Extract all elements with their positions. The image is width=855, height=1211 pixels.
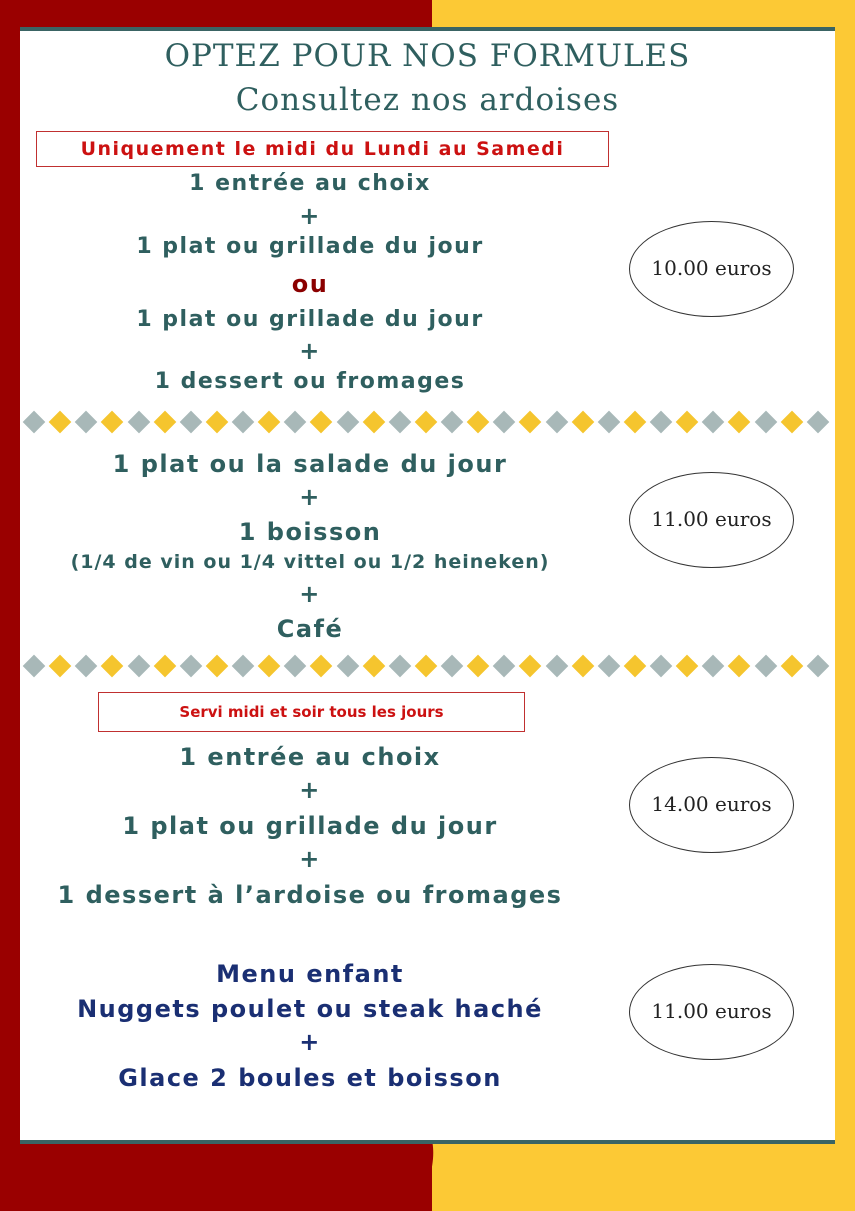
diamond-ornament [754,655,777,678]
plus-sign: + [299,776,321,804]
diamond-ornament [493,655,516,678]
diamond-ornament [127,411,150,434]
menu-line: 1 boisson [238,518,382,546]
kids-menu-line: Glace 2 boules et boisson [118,1064,502,1092]
page-subtitle: Consultez nos ardoises [235,82,620,118]
diamond-ornament [571,411,594,434]
diamond-ornament [362,655,385,678]
drink-options-note: (1/4 de vin ou 1/4 vittel ou 1/2 heineken) [70,551,550,573]
diamond-ornament [728,655,751,678]
plus-sign: + [299,580,321,608]
menu-line: 1 plat ou la salade du jour [112,450,508,478]
all-days-notice: Servi midi et soir tous les jours [98,692,525,732]
diamond-ornament [702,411,725,434]
diamond-ornament [75,411,98,434]
diamond-ornament [676,411,699,434]
menu-line: 1 entrée au choix [189,171,431,196]
diamond-ornament [179,411,202,434]
diamond-ornament [232,411,255,434]
diamond-ornament [310,655,333,678]
diamond-ornament [519,411,542,434]
menu-line: 1 entrée au choix [179,743,441,771]
diamond-ornament [519,655,542,678]
diamond-ornament [362,411,385,434]
ou-separator: ou [291,270,329,298]
diamond-ornament [101,655,124,678]
menu-line: 1 plat ou grillade du jour [136,307,484,332]
price-badge: 11.00 euros [629,472,794,568]
bottom-rule [20,1140,835,1144]
diamond-ornament [284,655,307,678]
diamond-ornament [702,655,725,678]
diamond-ornament [493,411,516,434]
diamond-ornament [23,655,46,678]
diamond-ornament [597,411,620,434]
diamond-ornament [806,411,829,434]
plus-sign: + [299,202,321,230]
menu-line: 1 plat ou grillade du jour [122,812,498,840]
kids-menu-line: Nuggets poulet ou steak haché [77,995,543,1023]
diamond-ornament [780,411,803,434]
price-badge: 11.00 euros [629,964,794,1060]
menu-line: 1 plat ou grillade du jour [136,234,484,259]
menu-line: 1 dessert ou fromages [154,369,466,394]
price-badge: 10.00 euros [629,221,794,317]
diamond-ornament [127,655,150,678]
diamond-divider [26,651,826,681]
menu-line: Café [276,615,344,643]
diamond-ornament [467,655,490,678]
diamond-ornament [441,411,464,434]
price-badge: 14.00 euros [629,757,794,853]
top-rule [20,27,835,31]
diamond-ornament [153,411,176,434]
diamond-ornament [676,655,699,678]
diamond-ornament [415,411,438,434]
kids-menu-title: Menu enfant [216,960,404,988]
diamond-ornament [179,655,202,678]
diamond-ornament [49,655,72,678]
diamond-ornament [624,411,647,434]
diamond-ornament [597,655,620,678]
diamond-ornament [49,411,72,434]
diamond-ornament [571,655,594,678]
diamond-ornament [258,655,281,678]
diamond-ornament [232,655,255,678]
diamond-divider [26,407,826,437]
diamond-ornament [75,655,98,678]
diamond-ornament [467,411,490,434]
diamond-ornament [545,655,568,678]
diamond-ornament [336,411,359,434]
menu-line: 1 dessert à l’ardoise ou fromages [57,881,563,909]
plus-sign: + [299,1028,321,1056]
diamond-ornament [415,655,438,678]
diamond-ornament [388,655,411,678]
diamond-ornament [650,411,673,434]
diamond-ornament [441,655,464,678]
diamond-ornament [101,411,124,434]
diamond-ornament [388,411,411,434]
diamond-ornament [780,655,803,678]
diamond-ornament [806,655,829,678]
diamond-ornament [624,655,647,678]
diamond-ornament [650,655,673,678]
page-title: OPTEZ POUR NOS FORMULES [164,38,691,74]
diamond-ornament [258,411,281,434]
weekday-lunch-notice: Uniquement le midi du Lundi au Samedi [36,131,609,167]
diamond-ornament [728,411,751,434]
plus-sign: + [299,337,321,365]
plus-sign: + [299,483,321,511]
diamond-ornament [206,655,229,678]
diamond-ornament [545,411,568,434]
diamond-ornament [23,411,46,434]
diamond-ornament [206,411,229,434]
diamond-ornament [336,655,359,678]
diamond-ornament [310,411,333,434]
diamond-ornament [153,655,176,678]
diamond-ornament [754,411,777,434]
diamond-ornament [284,411,307,434]
plus-sign: + [299,845,321,873]
